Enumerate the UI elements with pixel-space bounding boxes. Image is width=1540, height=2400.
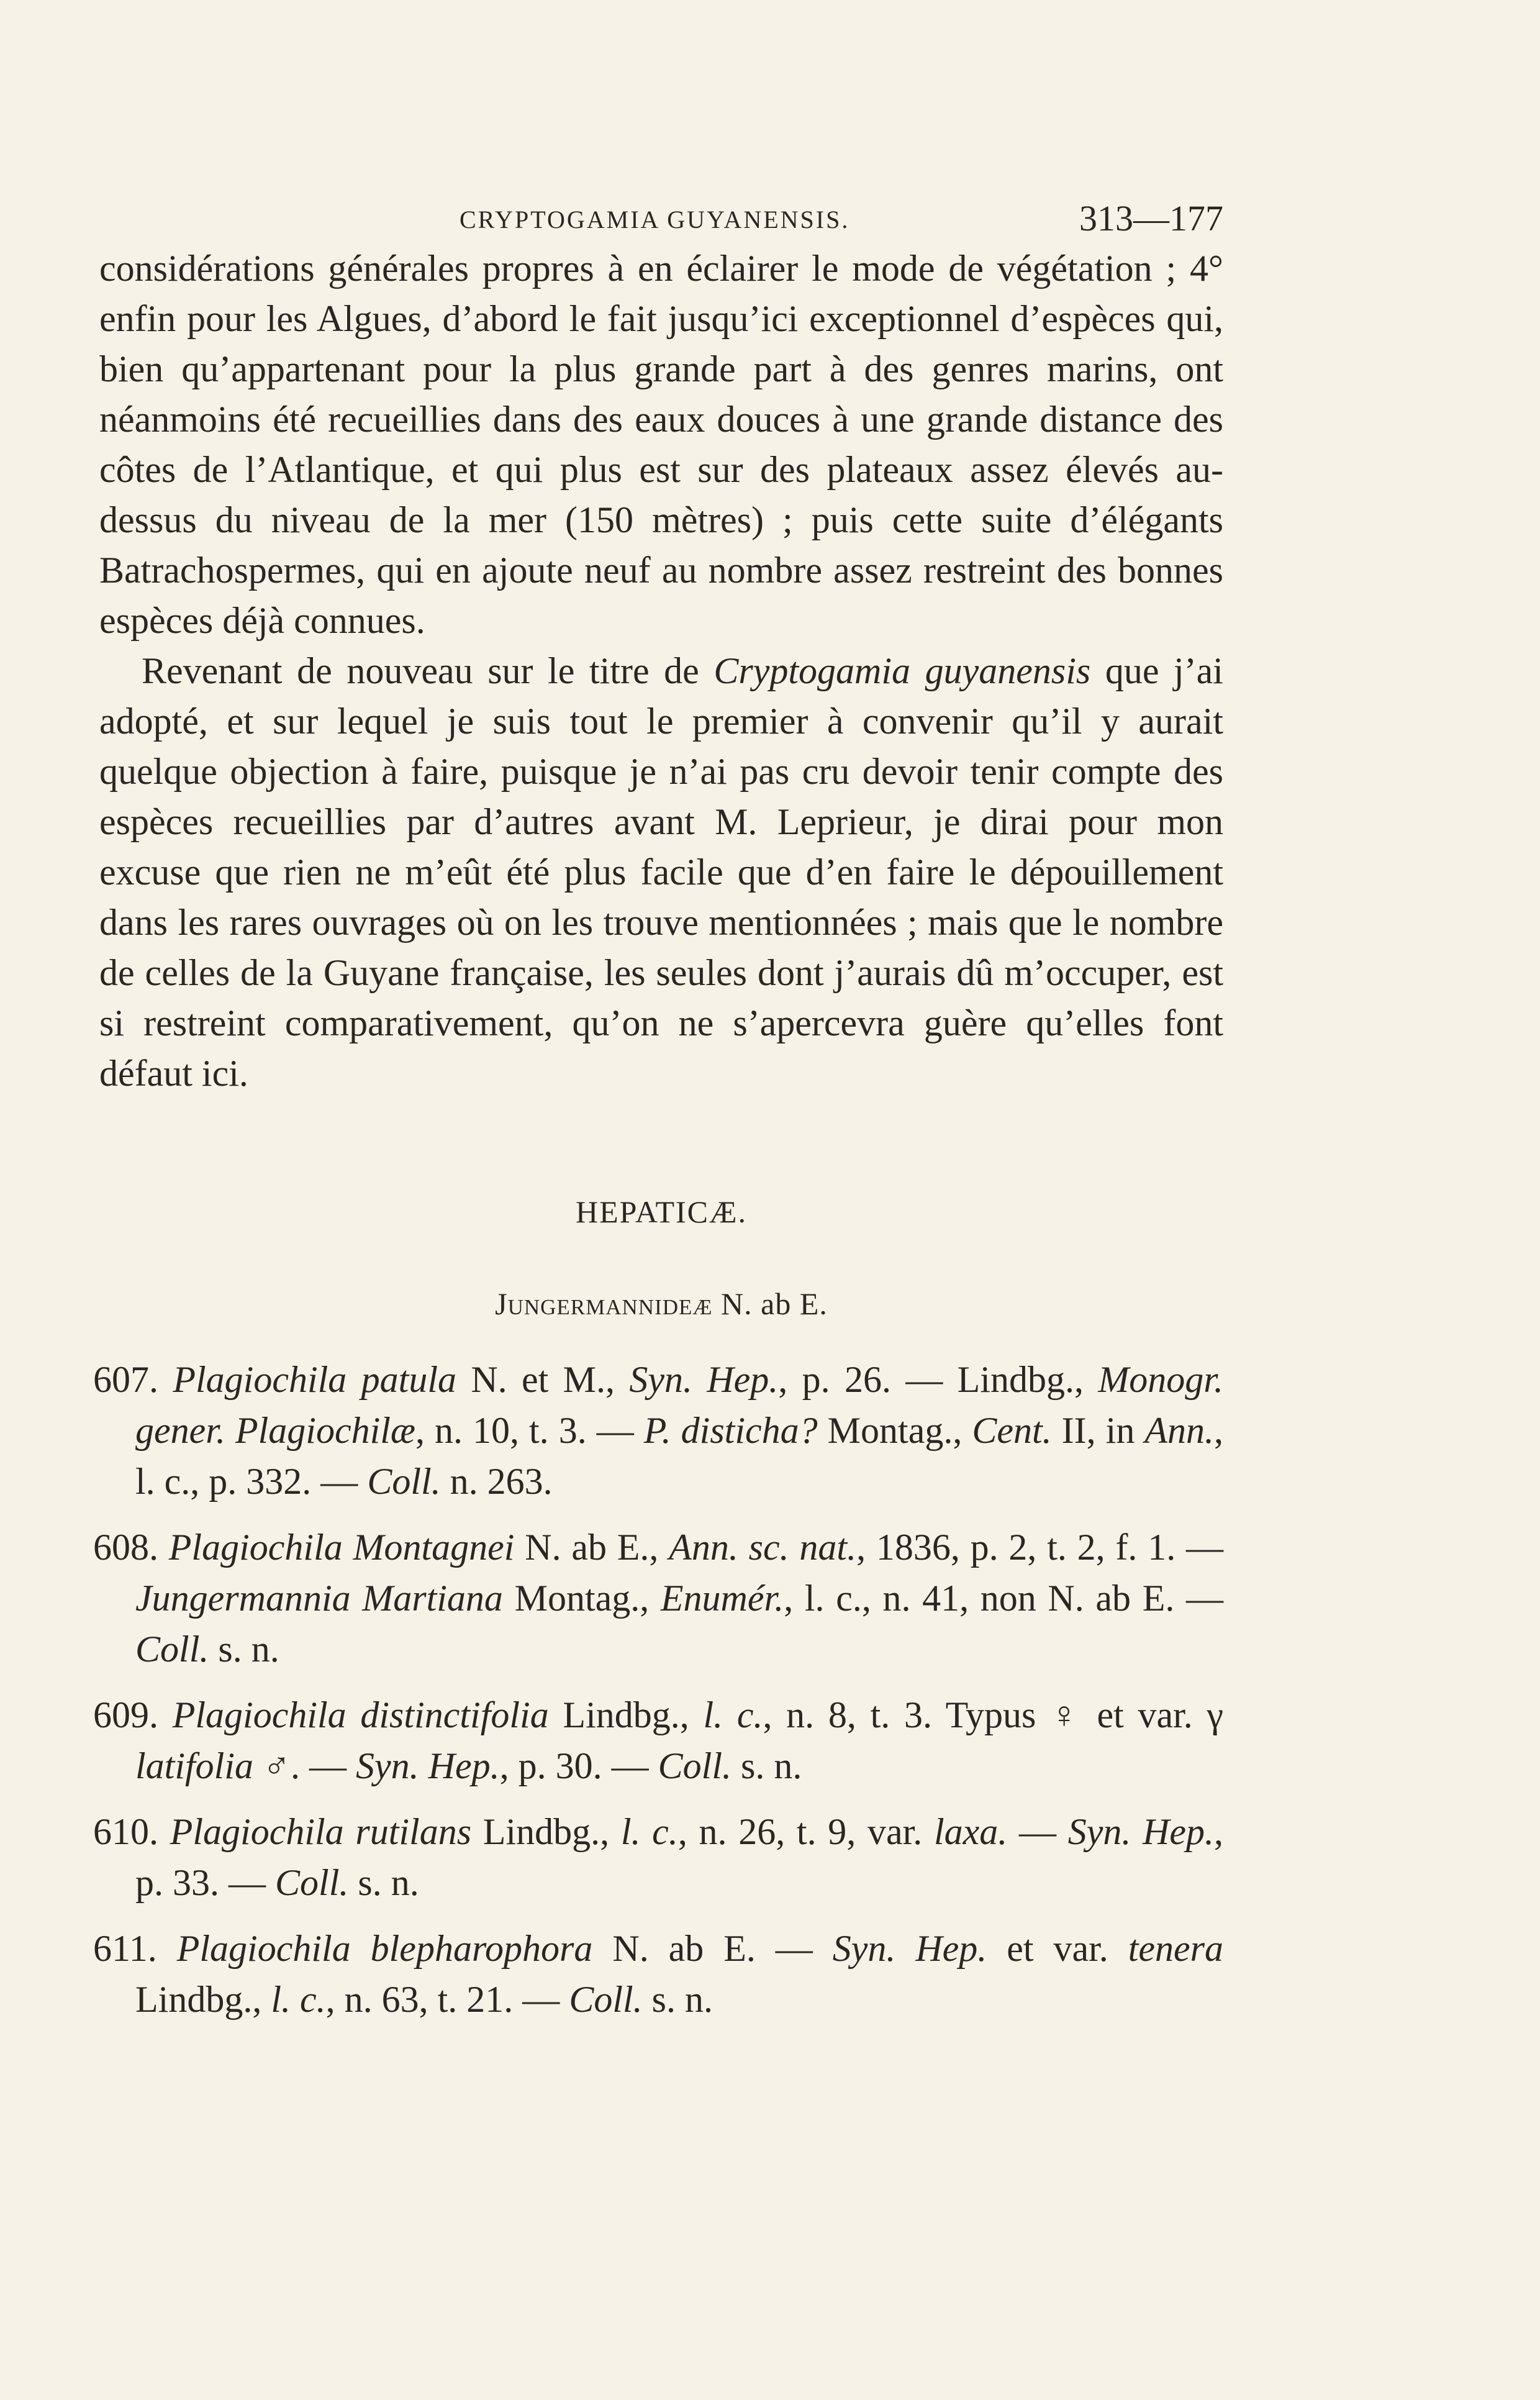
entry-text: [158, 1359, 173, 1400]
entry-text: n. 263.: [440, 1461, 553, 1502]
italic-text: Plagiochila blepharophora: [176, 1928, 593, 1969]
paragraph-text: que j’ai adopté, et sur lequel je suis tout le premier à convenir qu’il y aurait quelque objection à faire, puisque je n’ai pas cru devoir tenir compte des espèces recueillies par d’autres avant M. Leprieur, je dirai pour mon excuse que rien ne m’eût été plus facile que d’en faire le dépouillement dans les rares ouvrages où on les trouve mentionnées ; mais que le nombre de celles de la Guyane française, les seules dont j’aurais dû m’occuper, est si restreint comparativement, qu’on ne s’apercevra guère qu’elles font défaut ici.: [99, 650, 1223, 1094]
italic-text: Jungermannia Martiana: [135, 1578, 503, 1619]
entry-text: , l. c., p. 332. —: [135, 1410, 1224, 1502]
italic-text: Monogr. gener. Plagiochilæ: [135, 1359, 1224, 1451]
species-entry: [93, 1806, 1223, 1908]
subsection-title: [99, 1286, 1223, 1322]
entry-text: N. ab E. —: [592, 1928, 833, 1969]
italic-text: l. c.: [271, 1979, 326, 2020]
entry-number: 607.: [93, 1359, 158, 1400]
italic-text: tenera: [1128, 1928, 1224, 1969]
entry-text: , n. 8, t. 3. Typus ♀ et var. γ: [763, 1694, 1224, 1735]
entry-text: N. et M.,: [456, 1359, 630, 1400]
paragraph: [99, 646, 1223, 1099]
italic-text: Plagiochila distinctifolia: [172, 1694, 549, 1735]
running-head: CRYPTOGAMIA GUYANENSIS.: [460, 206, 850, 234]
entry-text: Montag.,: [817, 1410, 972, 1451]
entry-number: 610.: [93, 1811, 158, 1852]
italic-text: Coll.: [658, 1745, 732, 1786]
entry-text: [158, 1811, 170, 1852]
entry-text: II, in: [1051, 1410, 1145, 1451]
italic-text: Plagiochila rutilans: [170, 1811, 472, 1852]
italic-text: Enumér.: [660, 1578, 784, 1619]
entry-text: , n. 63, t. 21. —: [325, 1979, 569, 2020]
italic-text: Syn. Hep.: [629, 1359, 779, 1400]
entry-text: [158, 1527, 169, 1568]
italic-text: Ann.: [1144, 1410, 1215, 1451]
entry-number: 609.: [93, 1694, 158, 1735]
page-number: 313—177: [1079, 198, 1223, 239]
entry-text: s. n.: [348, 1862, 419, 1903]
entry-text: , p. 26. — Lindbg.,: [778, 1359, 1098, 1400]
italic-text: Plagiochila Montagnei: [168, 1527, 515, 1568]
page-header: [99, 198, 1223, 241]
entry-text: Lindbg.,: [548, 1694, 704, 1735]
italic-text: Cent.: [972, 1410, 1052, 1451]
paragraph: considérations générales propres à en éclairer le mode de végétation ; 4° enfin pour les Algues, d’abord le fait jusqu’ici exceptionnel d’espèces qui, bien qu’appartenant pour la plus grande part à des genres marins, ont néanmoins été recueillies dans des eaux douces à une grande distance des côtes de l’Atlantique, et qui plus est sur des plateaux assez élevés au-dessus du niveau de la mer (150 mètres) ; puis cette suite d’élégants Batrachospermes, qui en ajoute neuf au nombre assez restreint des bonnes espèces déjà connues.: [99, 248, 1223, 641]
paragraph-text: Revenant de nouveau sur le titre de: [142, 650, 714, 691]
italic-text: l. c.: [620, 1811, 678, 1852]
species-entry: [93, 1923, 1223, 2025]
italic-text: Syn. Hep.: [1067, 1811, 1215, 1852]
italic-text: Coll.: [275, 1862, 349, 1903]
entry-text: [157, 1928, 177, 1969]
work-title: Cryptogamia guyanensis: [713, 650, 1091, 691]
entry-text: , p. 30. —: [499, 1745, 658, 1786]
body-text: [99, 243, 1223, 1099]
italic-text: laxa.: [934, 1811, 1008, 1852]
italic-text: Coll.: [135, 1629, 209, 1670]
species-entry: [93, 1522, 1223, 1675]
italic-text: latifolia: [135, 1745, 254, 1786]
entry-text: s. n.: [731, 1745, 802, 1786]
species-entry: [93, 1689, 1223, 1791]
entry-text: s. n.: [209, 1629, 279, 1670]
entry-number: 608.: [93, 1527, 158, 1568]
italic-text: Syn. Hep.: [832, 1928, 987, 1969]
entry-text: —: [1007, 1811, 1068, 1852]
entry-text: N. ab E.,: [514, 1527, 669, 1568]
entry-text: Lindbg.,: [471, 1811, 621, 1852]
italic-text: Syn. Hep.: [356, 1745, 500, 1786]
entry-text: , n. 26, t. 9, var.: [677, 1811, 934, 1852]
subsection-author: N. ab E.: [721, 1286, 828, 1321]
italic-text: Coll.: [367, 1461, 441, 1502]
entry-text: et var.: [987, 1928, 1128, 1969]
italic-text: l. c.: [703, 1694, 763, 1735]
entry-text: , 1836, p. 2, t. 2, f. 1. —: [856, 1527, 1223, 1568]
entry-number: 611.: [93, 1928, 157, 1969]
italic-text: Plagiochila patula: [173, 1359, 456, 1400]
entry-text: Montag.,: [502, 1578, 661, 1619]
species-list: [93, 1354, 1223, 2040]
italic-text: P. disticha?: [643, 1410, 818, 1451]
entry-text: [158, 1694, 173, 1735]
species-entry: [93, 1354, 1223, 1507]
entry-text: , l. c., n. 41, non N. ab E. —: [784, 1578, 1224, 1619]
entry-text: , n. 10, t. 3. —: [415, 1410, 644, 1451]
section-title: HEPATICÆ.: [576, 1194, 747, 1229]
entry-text: Lindbg.,: [135, 1979, 271, 2020]
italic-text: Coll.: [569, 1979, 643, 2020]
subsection-name: Jungermannideæ: [495, 1286, 713, 1321]
italic-text: Ann. sc. nat.: [669, 1527, 857, 1568]
entry-text: ♂. —: [253, 1745, 356, 1786]
entry-text: , p. 33. —: [135, 1811, 1224, 1903]
entry-text: s. n.: [642, 1979, 713, 2020]
